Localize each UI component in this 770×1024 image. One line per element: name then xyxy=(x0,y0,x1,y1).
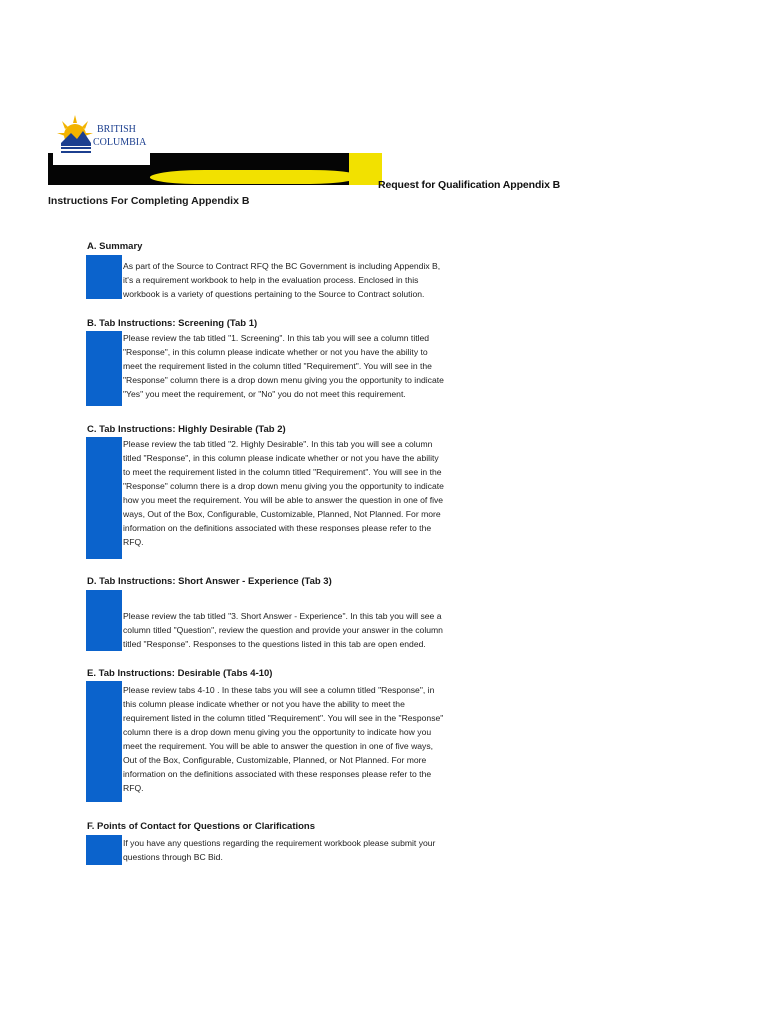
section-heading-summary: A. Summary xyxy=(87,241,143,252)
section-heading-desirable: E. Tab Instructions: Desirable (Tabs 4-10) xyxy=(87,668,273,679)
document-header-title: Request for Qualification Appendix B xyxy=(378,179,561,191)
section-marker-desirable xyxy=(86,681,122,802)
section-text-screening: Please review the tab titled "1. Screening". In this tab you will see a column titled "Response", in this column please indicate whether or not you have the ability to meet the requirement listed in the column titled "Requirement". You will see in the "Response" column there is a drop down menu giving you the opportunity to indicate "Yes" you meet the requirement, or "No" you do not meet this requirement. xyxy=(123,333,444,399)
section-marker-screening xyxy=(86,331,122,406)
section-heading-highly-desirable: C. Tab Instructions: Highly Desirable (Tab 2) xyxy=(87,424,286,435)
section-marker-contact xyxy=(86,835,122,865)
logo-text-line2: COLUMBIA xyxy=(93,137,147,148)
section-text-short-answer: Please review the tab titled "3. Short Answer - Experience". In this tab you will see a column titled "Question", review the question and provide your answer in the column titled "Response". Responses to the questions listed in this tab are open ended. xyxy=(123,611,443,649)
section-text-desirable: Please review tabs 4-10 . In these tabs you will see a column titled "Response", in this column please indicate whether or not you have the ability to meet the requirement listed in the column titled "Requirement". You will see in the "Response" column there is a drop down menu giving you the opportunity to indicate how you meet the requirement. You will be able to answer the question in one of five ways, Out of the Box, Configurable, Customizable, Planned, or Not Planned. For more information on the definitions associated with these responses please refer to the RFQ. xyxy=(123,685,444,793)
section-marker-highly-desirable xyxy=(86,437,122,559)
banner-swoosh-decoration xyxy=(147,170,362,184)
section-text-summary: As part of the Source to Contract RFQ the BC Government is including Appendix B, it's a requirement workbook to help in the evaluation process. Enclosed in this workbook is a variety of questions pertaining to the Source to Contract solution. xyxy=(123,261,441,299)
bc-sun-mountain-logo-icon xyxy=(53,103,150,165)
section-heading-short-answer: D. Tab Instructions: Short Answer - Experience (Tab 3) xyxy=(87,576,332,587)
section-heading-screening: B. Tab Instructions: Screening (Tab 1) xyxy=(87,318,258,329)
page-title: Instructions For Completing Appendix B xyxy=(48,195,250,207)
section-heading-contact: F. Points of Contact for Questions or Clarifications xyxy=(87,821,316,832)
section-marker-short-answer xyxy=(86,590,122,651)
logo-text-line1: BRITISH xyxy=(97,124,136,135)
bc-logo xyxy=(53,103,150,165)
section-text-contact: If you have any questions regarding the requirement workbook please submit your questions through BC Bid. xyxy=(123,838,436,862)
section-text-highly-desirable: Please review the tab titled "2. Highly Desirable". In this tab you will see a column titled "Response", in this column please indicate whether or not you have the ability to meet the requirement listed in the column titled "Requirement". You will see in the "Response" column there is a drop down menu giving you the opportunity to indicate how you meet the requirement. You will be able to answer the question in one of five ways, Out of the Box, Configurable, Customizable, Planned, Not Planned. For more information on the definitions associated with these responses please refer to the RFQ. xyxy=(123,439,444,547)
section-marker-summary xyxy=(86,255,122,299)
